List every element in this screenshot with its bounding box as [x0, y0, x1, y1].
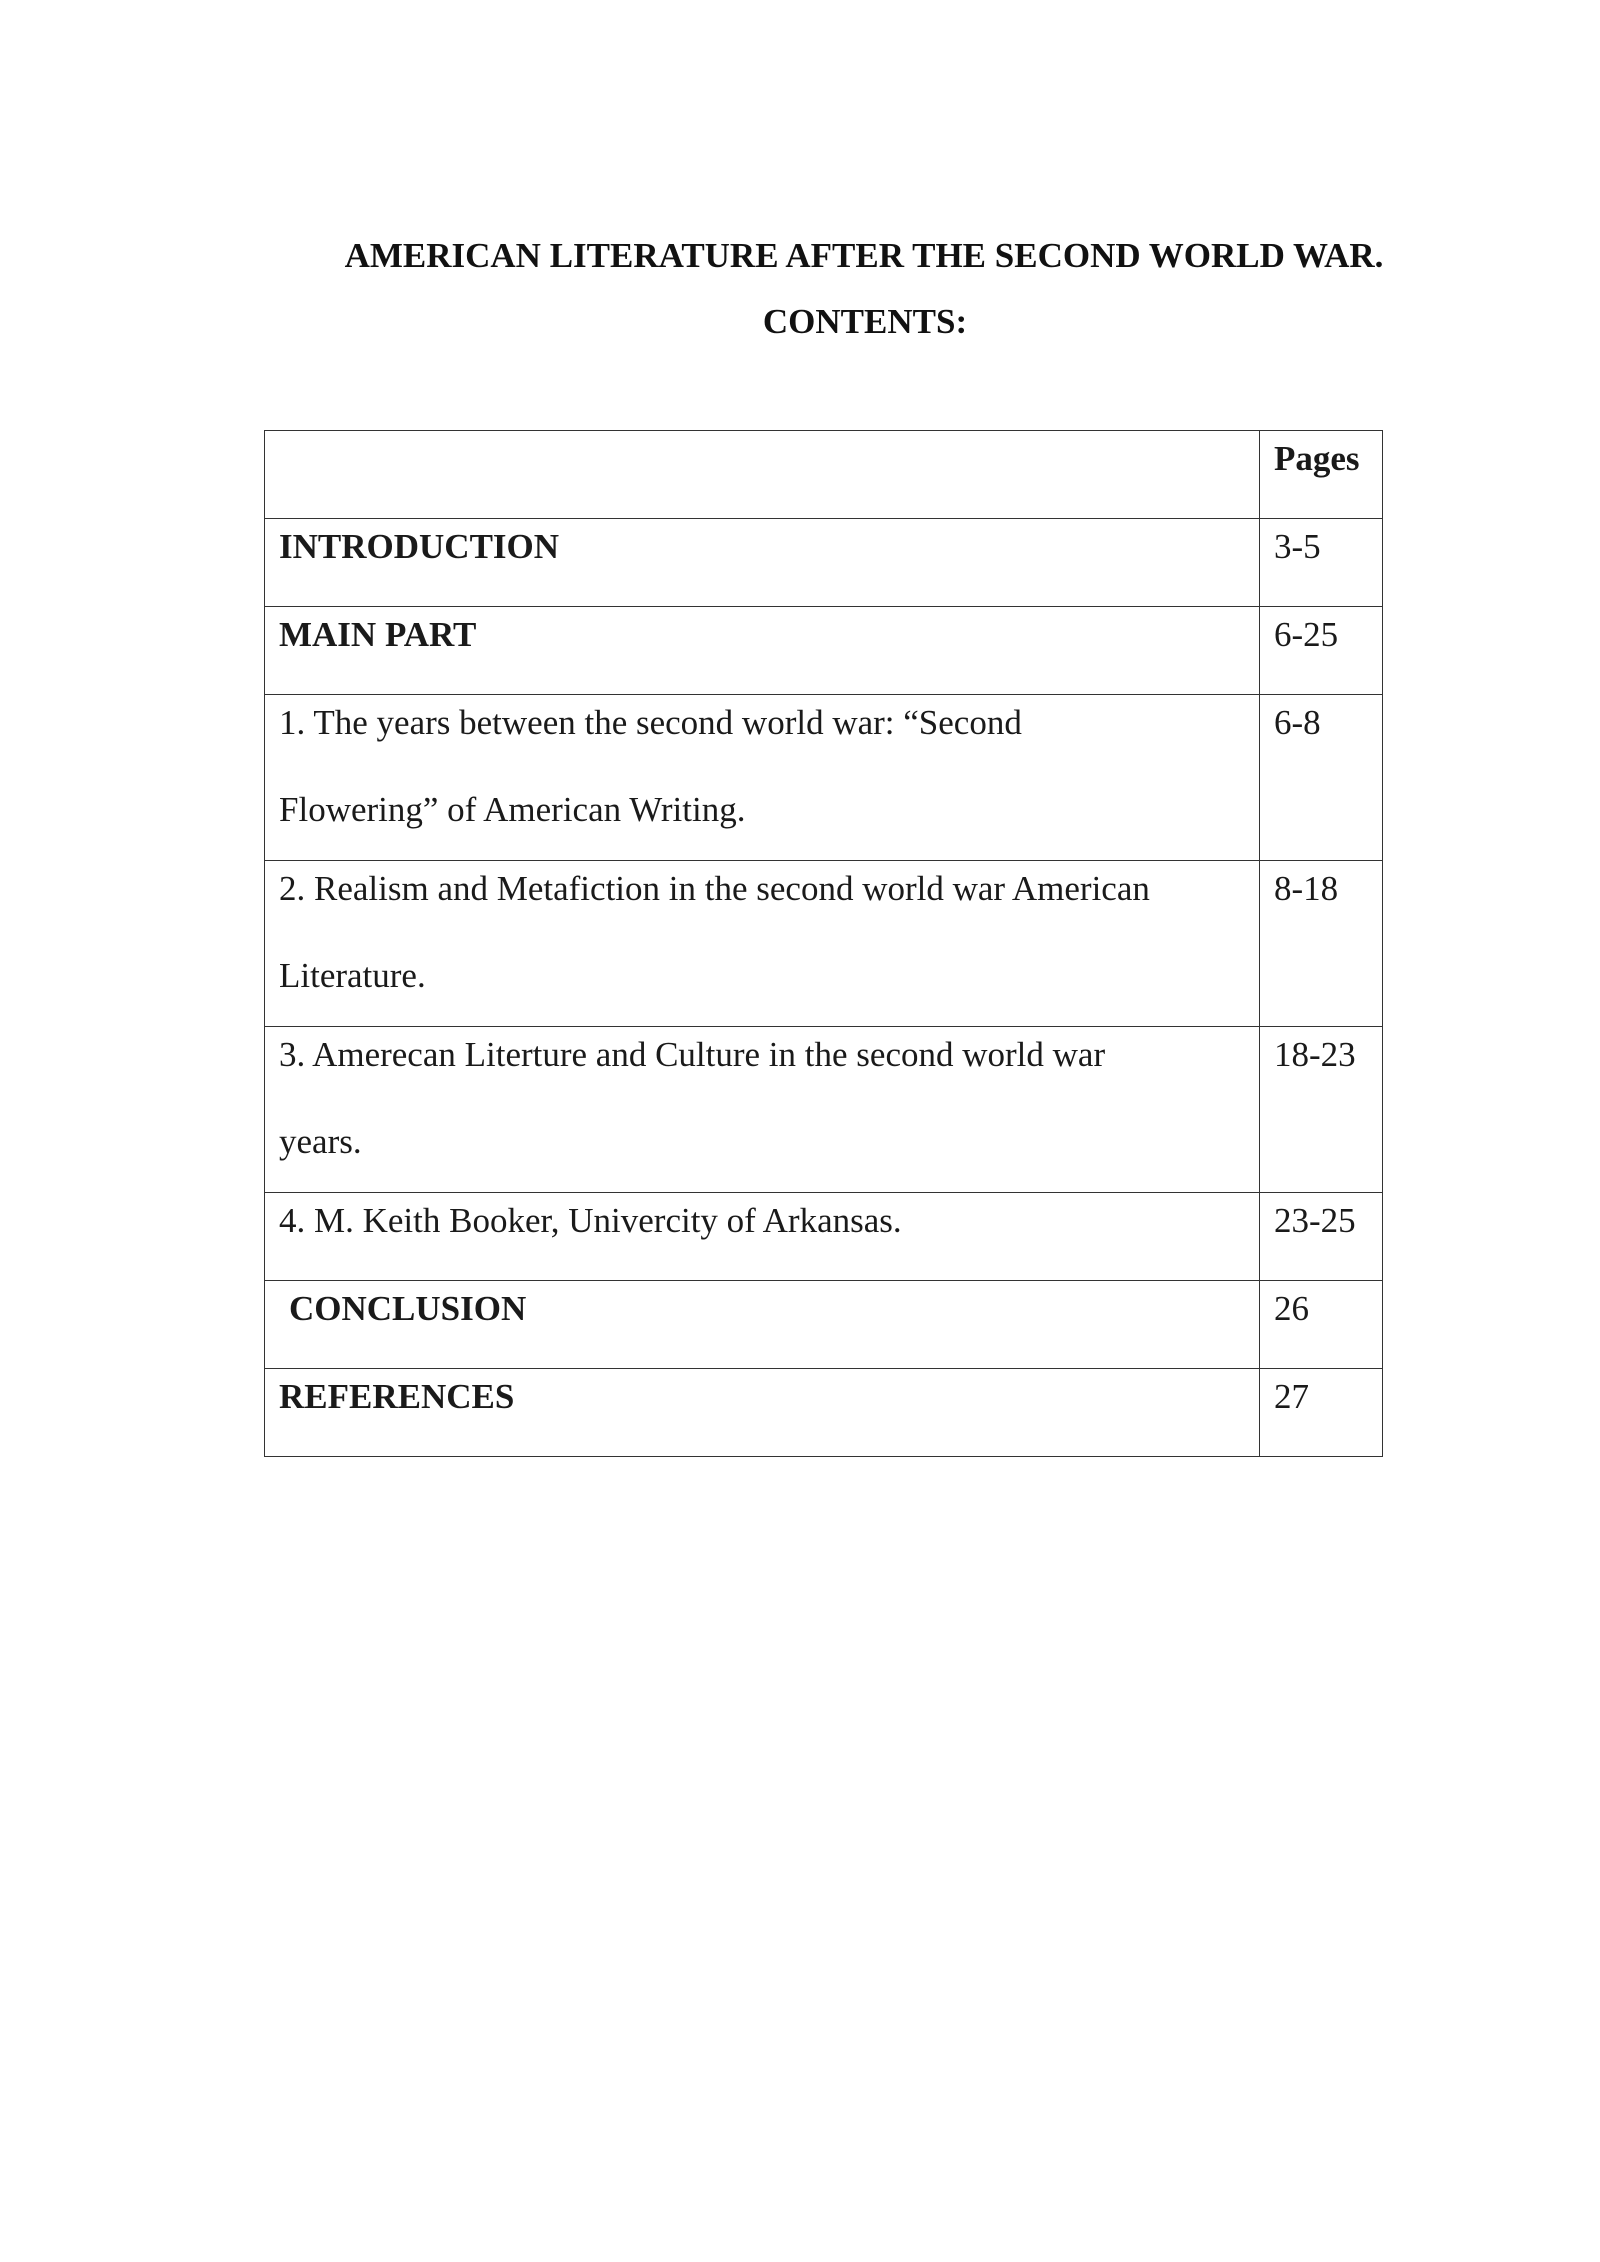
- toc-row-section-1: [265, 695, 1383, 861]
- toc-entry-pages: 8-18: [1260, 861, 1383, 1027]
- toc-entry-title: [265, 861, 1260, 1027]
- toc-row-references: [265, 1369, 1383, 1457]
- toc-entry-pages: 6-25: [1260, 607, 1383, 695]
- toc-entry-pages: 3-5: [1260, 519, 1383, 607]
- toc-entry-title: [265, 695, 1260, 861]
- toc-row-section-3: [265, 1027, 1383, 1193]
- toc-entry-title: 4. M. Keith Booker, Univercity of Arkansas.: [265, 1193, 1260, 1281]
- toc-entry-title-line1: 2. Realism and Metafiction in the second world war American: [279, 869, 1150, 908]
- toc-header-title-cell: [265, 431, 1260, 519]
- toc-entry-title-line1: 3. Amerecan Literture and Culture in the second world war: [279, 1035, 1106, 1074]
- toc-entry-pages: 27: [1260, 1369, 1383, 1457]
- table-of-contents: [264, 430, 1383, 1457]
- toc-entry-title: MAIN PART: [265, 607, 1260, 695]
- toc-entry-title-line2: Literature.: [279, 956, 426, 995]
- toc-entry-title: INTRODUCTION: [265, 519, 1260, 607]
- toc-row-conclusion: [265, 1281, 1383, 1369]
- toc-header-pages-cell: Pages: [1260, 431, 1383, 519]
- contents-heading: CONTENTS:: [762, 302, 968, 341]
- document-title: [0, 236, 1600, 276]
- toc-entry-title: REFERENCES: [265, 1369, 1260, 1457]
- toc-entry-title: CONCLUSION: [265, 1281, 1260, 1369]
- toc-entry-title: [265, 1027, 1260, 1193]
- toc-header-row: [265, 431, 1383, 519]
- toc-row-section-4: [265, 1193, 1383, 1281]
- toc-entry-pages: 23-25: [1260, 1193, 1383, 1281]
- document-title-text: AMERICAN LITERATURE AFTER THE SECOND WORLD WAR.: [344, 236, 1384, 275]
- toc-row-main-part: [265, 607, 1383, 695]
- toc-row-section-2: [265, 861, 1383, 1027]
- toc-row-introduction: [265, 519, 1383, 607]
- toc-entry-pages: 18-23: [1260, 1027, 1383, 1193]
- toc-entry-title-line2: years.: [279, 1122, 362, 1161]
- toc-entry-pages: 26: [1260, 1281, 1383, 1369]
- toc-entry-pages: 6-8: [1260, 695, 1383, 861]
- toc-entry-title-line1: 1. The years between the second world war: “Second: [279, 703, 1022, 742]
- toc-entry-title-line2: Flowering” of American Writing.: [279, 790, 746, 829]
